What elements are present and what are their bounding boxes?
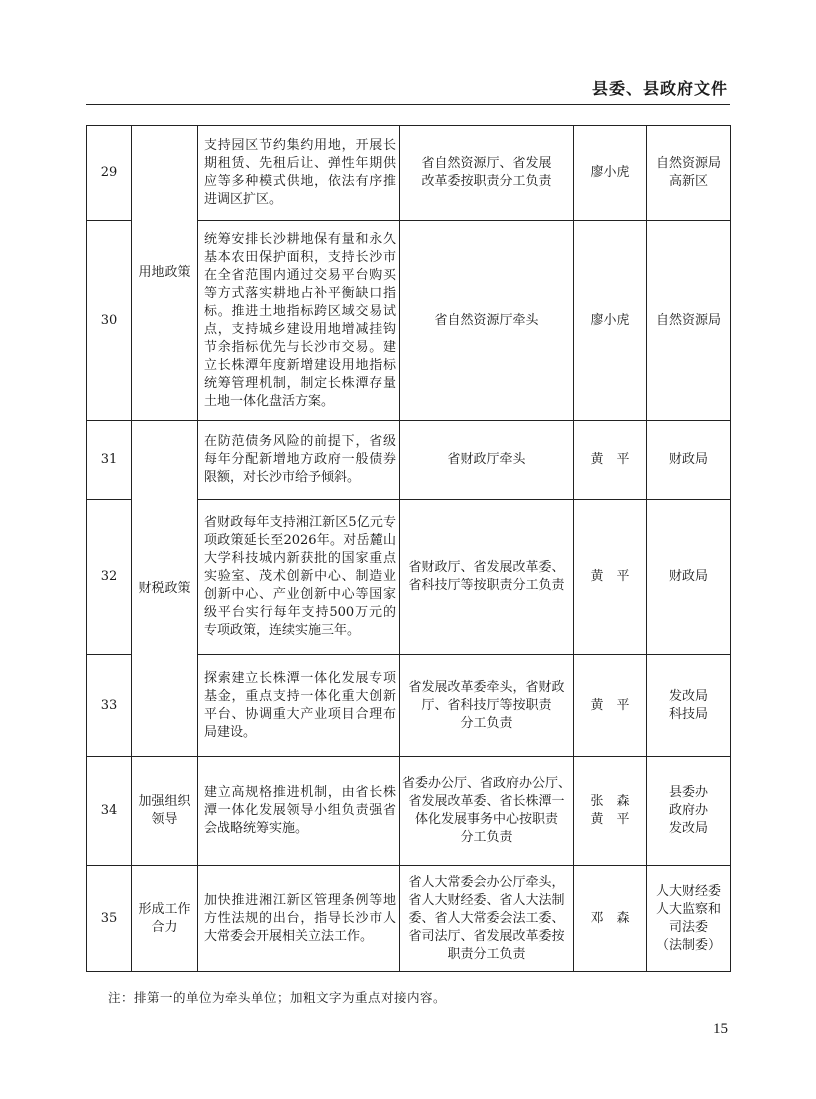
responsible-unit: 人大财经委 人大监察和 司法委 （法制委） [647, 866, 731, 972]
table-row [87, 421, 731, 500]
row-number: 33 [87, 655, 132, 757]
task-description: 在防范债务风险的前提下，省级每年分配新增地方政府一般债券限额，对长沙市给予倾斜。 [198, 421, 400, 500]
row-number: 32 [87, 500, 132, 655]
responsible-department: 省财政厅、省发展改革委、 省科技厅等按职责分工负责 [400, 500, 574, 655]
table-row [87, 126, 731, 221]
responsible-leader: 张 森 黄 平 [574, 757, 647, 866]
task-description: 支持园区节约集约用地，开展长期租赁、先租后让、弹性年期供应等多种模式供地，依法有序推进调区扩区。 [198, 126, 400, 221]
responsible-department: 省自然资源厅、省发展 改革委按职责分工负责 [400, 126, 574, 221]
task-table [86, 125, 731, 972]
category-cell: 形成工作 合力 [132, 866, 198, 972]
responsible-unit: 自然资源局 高新区 [647, 126, 731, 221]
table-row [87, 757, 731, 866]
footnote: 注：排第一的单位为牵头单位；加粗文字为重点对接内容。 [108, 990, 447, 1005]
responsible-unit: 自然资源局 [647, 221, 731, 421]
responsible-leader: 黄 平 [574, 500, 647, 655]
responsible-unit: 发改局 科技局 [647, 655, 731, 757]
responsible-leader: 黄 平 [574, 421, 647, 500]
row-number: 35 [87, 866, 132, 972]
page-number: 15 [713, 1021, 728, 1037]
responsible-department: 省自然资源厅牵头 [400, 221, 574, 421]
responsible-unit: 财政局 [647, 421, 731, 500]
row-number: 30 [87, 221, 132, 421]
responsible-department: 省发展改革委牵头，省财政 厅、省科技厅等按职责 分工负责 [400, 655, 574, 757]
task-description: 统筹安排长沙耕地保有量和永久基本农田保护面积，支持长沙市在全省范围内通过交易平台购买等方式落实耕地占补平衡缺口指标。推进土地指标跨区域交易试点，支持城乡建设用地增减挂钩节余指标优先与长沙市交易。建立长株潭年度新增建设用地指标统筹管理机制，制定长株潭存量土地一体化盘活方案。 [198, 221, 400, 421]
task-description: 加快推进湘江新区管理条例等地方性法规的出台，指导长沙市人大常委会开展相关立法工作。 [198, 866, 400, 972]
category-cell: 加强组织 领导 [132, 757, 198, 866]
task-description: 建立高规格推进机制，由省长株潭一体化发展领导小组负责强省会战略统筹实施。 [198, 757, 400, 866]
category-cell: 财税政策 [132, 421, 198, 757]
responsible-department: 省财政厅牵头 [400, 421, 574, 500]
responsible-leader: 廖小虎 [574, 221, 647, 421]
header-title: 县委、县政府文件 [591, 79, 728, 98]
responsible-unit: 县委办 政府办 发改局 [647, 757, 731, 866]
responsible-leader: 廖小虎 [574, 126, 647, 221]
row-number: 31 [87, 421, 132, 500]
row-number: 34 [87, 757, 132, 866]
table-row [87, 866, 731, 972]
category-cell: 用地政策 [132, 126, 198, 421]
responsible-leader: 黄 平 [574, 655, 647, 757]
task-description: 探索建立长株潭一体化发展专项基金，重点支持一体化重大创新平台、协调重大产业项目合理布局建设。 [198, 655, 400, 757]
responsible-department: 省委办公厅、省政府办公厅、 省发展改革委、省长株潭一 体化发展事务中心按职责 分工负责 [400, 757, 574, 866]
task-description: 省财政每年支持湘江新区5亿元专项政策延长至2026年。对岳麓山大学科技城内新获批的国家重点实验室、茂术创新中心、制造业创新中心、产业创新中心等国家级平台实行每年支持500万元的专项政策，连续实施三年。 [198, 500, 400, 655]
responsible-unit: 财政局 [647, 500, 731, 655]
header-rule [86, 104, 730, 105]
responsible-leader: 邓 森 [574, 866, 647, 972]
row-number: 29 [87, 126, 132, 221]
responsible-department: 省人大常委会办公厅牵头， 省人大财经委、省人大法制 委、省人大常委会法工委、 省司法厅、省发展改革委按 职责分工负责 [400, 866, 574, 972]
